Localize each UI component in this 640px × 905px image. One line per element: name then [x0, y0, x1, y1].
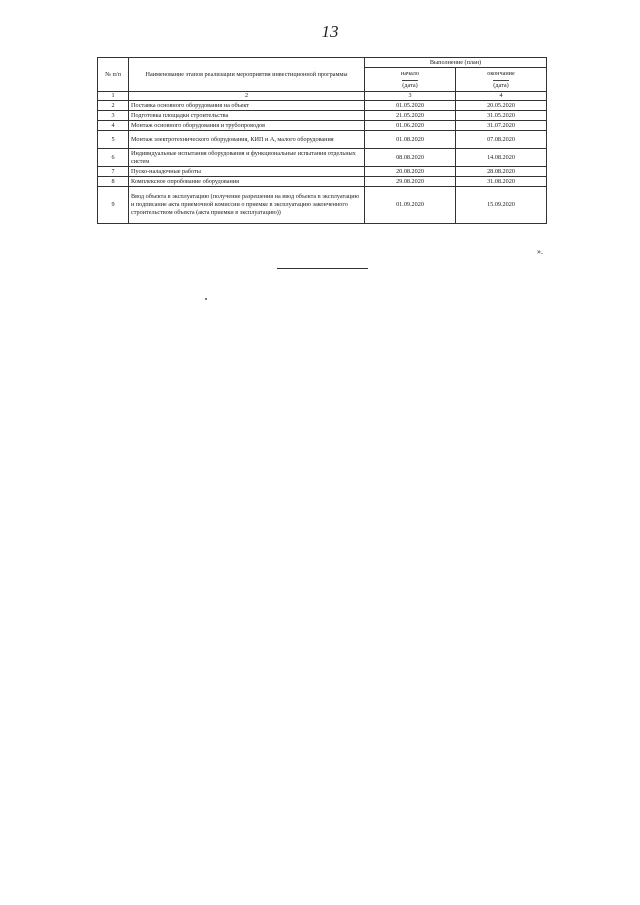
- row-num: 8: [98, 177, 129, 187]
- column-index-row: [98, 92, 547, 101]
- header-start-unit: (дата): [402, 81, 418, 89]
- row-end-date: 15.09.2020: [456, 187, 547, 224]
- row-start-date: 01.09.2020: [365, 187, 456, 224]
- header-start: [365, 68, 456, 92]
- row-end-date: 31.05.2020: [456, 111, 547, 121]
- row-num: 7: [98, 167, 129, 177]
- table-header-row: [98, 58, 547, 68]
- header-end: [456, 68, 547, 92]
- row-stage-name: Индивидуальные испытания оборудования и функциональные испытания отдельных систем: [129, 149, 365, 167]
- table-row: [98, 167, 547, 177]
- table-row: [98, 111, 547, 121]
- row-start-date: 21.05.2020: [365, 111, 456, 121]
- header-end-unit: (дата): [493, 81, 509, 89]
- row-num: 9: [98, 187, 129, 224]
- row-start-date: 29.08.2020: [365, 177, 456, 187]
- row-start-date: 01.06.2020: [365, 121, 456, 131]
- scan-speck: [205, 298, 207, 300]
- row-end-date: 31.07.2020: [456, 121, 547, 131]
- row-num: 2: [98, 101, 129, 111]
- row-stage-name: Ввод объекта в эксплуатацию (получение разрешения на ввод объекта в эксплуатацию и подписание акта приемочной комиссии о приемке в эксплуатацию законченного строительством объекта (акта приемки в эксплуатацию)): [129, 187, 365, 224]
- row-start-date: 01.05.2020: [365, 101, 456, 111]
- table-row: [98, 187, 547, 224]
- separator-line: [277, 268, 368, 269]
- row-start-date: 08.08.2020: [365, 149, 456, 167]
- header-execution-plan: Выполнение (план): [365, 58, 547, 68]
- row-end-date: 07.08.2020: [456, 131, 547, 149]
- column-index: 4: [456, 92, 547, 101]
- row-stage-name: Монтаж основного оборудования и трубопроводов: [129, 121, 365, 131]
- row-end-date: 31.08.2020: [456, 177, 547, 187]
- header-start-label: начало: [401, 69, 419, 77]
- row-start-date: 20.08.2020: [365, 167, 456, 177]
- table-row: [98, 177, 547, 187]
- header-end-label: окончание: [487, 69, 515, 77]
- row-stage-name: Подготовка площадки строительства: [129, 111, 365, 121]
- header-stage-name: Наименование этапов реализации мероприятия инвестиционной программы: [129, 58, 365, 92]
- row-start-date: 01.08.2020: [365, 131, 456, 149]
- table-row: [98, 131, 547, 149]
- row-stage-name: Комплексное опробование оборудования: [129, 177, 365, 187]
- table-row: [98, 101, 547, 111]
- column-index: 2: [129, 92, 365, 101]
- row-num: 5: [98, 131, 129, 149]
- row-end-date: 20.05.2020: [456, 101, 547, 111]
- row-num: 3: [98, 111, 129, 121]
- page-number: 13: [321, 22, 339, 41]
- closing-quote-mark: ».: [537, 247, 543, 256]
- row-num: 6: [98, 149, 129, 167]
- investment-stages-table: [97, 57, 547, 224]
- table-row: [98, 121, 547, 131]
- row-num: 4: [98, 121, 129, 131]
- column-index: 3: [365, 92, 456, 101]
- row-end-date: 14.08.2020: [456, 149, 547, 167]
- row-stage-name: Монтаж электротехнического оборудования, КИП и А, малого оборудования: [129, 131, 365, 149]
- table-row: [98, 149, 547, 167]
- row-stage-name: Пуско-наладочные работы: [129, 167, 365, 177]
- column-index: 1: [98, 92, 129, 101]
- row-end-date: 28.08.2020: [456, 167, 547, 177]
- row-stage-name: Поставка основного оборудования на объект: [129, 101, 365, 111]
- header-num: № п/п: [98, 58, 129, 92]
